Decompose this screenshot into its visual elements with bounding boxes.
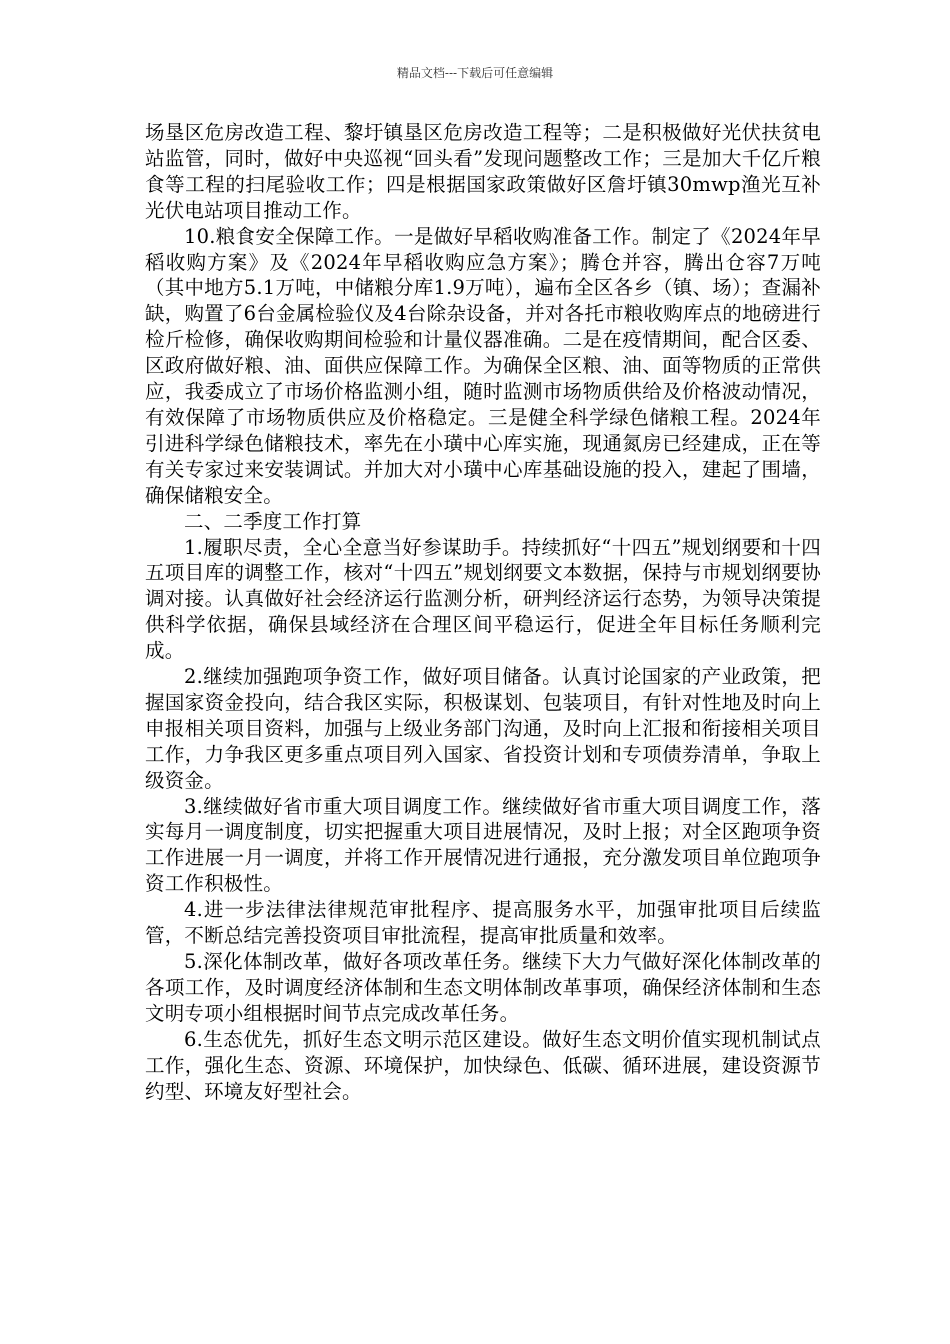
paragraph: 2.继续加强跑项争资工作，做好项目储备。认真讨论国家的产业政策，把握国家资金投向，结合我区实际，积极谋划、包装项目，有针对性地及时向上申报相关项目资料，加强与上级业务部门沟通，及时向上汇报和衔接相关项目工作，力争我区更多重点项目列入国家、省投资计划和专项债券清单，争取上级资金。: [145, 665, 821, 792]
paragraph: 4.进一步法律法律规范审批程序、提高服务水平，加强审批项目后续监管，不断总结完善投资项目审批流程，提高审批质量和效率。: [145, 898, 821, 948]
document-body: [145, 120, 821, 1104]
page-header: 精品文档---下载后可任意编辑: [396, 66, 554, 80]
paragraph: 场垦区危房改造工程、黎圩镇垦区危房改造工程等；二是积极做好光伏扶贫电站监管，同时，做好中央巡视“回头看”发现问题整改工作；三是加大千亿斤粮食等工程的扫尾验收工作；四是根据国家政策做好区詹圩镇30mwp渔光互补光伏电站项目推动工作。: [145, 121, 821, 222]
paragraph: 5.深化体制改革，做好各项改革任务。继续下大力气做好深化体制改革的各项工作，及时调度经济体制和生态文明体制改革事项，确保经济体制和生态文明专项小组根据时间节点完成改革任务。: [145, 950, 821, 1025]
paragraph: 1.履职尽责，全心全意当好参谋助手。持续抓好“十四五”规划纲要和十四五项目库的调整工作，核对“十四五”规划纲要文本数据，保持与市规划纲要协调对接。认真做好社会经济运行监测分析，研判经济运行态势，为领导决策提供科学依据，确保县域经济在合理区间平稳运行，促进全年目标任务顺利完成。: [145, 535, 821, 663]
section-heading: 二、二季度工作打算: [184, 509, 362, 533]
paragraph: 3.继续做好省市重大项目调度工作。继续做好省市重大项目调度工作，落实每月一调度制度，切实把握重大项目进展情况，及时上报；对全区跑项争资工作进展一月一调度，并将工作开展情况进行通报，充分激发项目单位跑项争资工作积极性。: [145, 794, 821, 896]
paragraph: 6.生态优先，抓好生态文明示范区建设。做好生态文明价值实现机制试点工作，强化生态、资源、环境保护，加快绿色、低碳、循环进展，建设资源节约型、环境友好型社会。: [145, 1027, 821, 1103]
paragraph: 10.粮食安全保障工作。一是做好早稻收购准备工作。制定了《2024年早稻收购方案》及《2024年早稻收购应急方案》；腾仓并容，腾出仓容7万吨（其中地方5.1万吨，中储粮分库1.9万吨），遍布全区各乡（镇、场）；查漏补缺，购置了6台金属检验仪及4台除杂设备，并对各托市粮收购库点的地磅进行检斤检修，确保收购期间检验和计量仪器准确。二是在疫情期间，配合区委、区政府做好粮、油、面供应保障工作。为确保全区粮、油、面等物质的正常供应，我委成立了市场价格监测小组，随时监测市场物质供给及价格波动情况，有效保障了市场物质供应及价格稳定。三是健全科学绿色储粮工程。2024年引进科学绿色储粮技术，率先在小璜中心库实施，现通氮房已经建成，正在等有关专家过来安装调试。并加大对小璜中心库基础设施的投入，建起了围墙，确保储粮安全。: [145, 224, 821, 507]
